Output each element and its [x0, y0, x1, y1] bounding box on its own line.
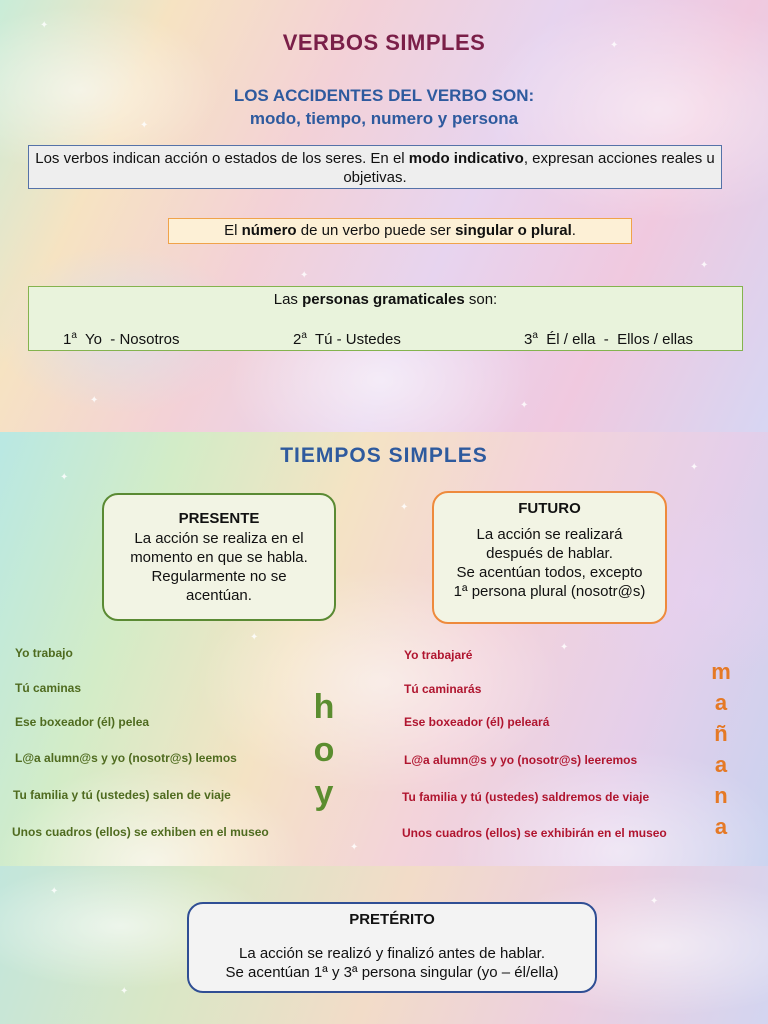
persona-2-num: 2 — [293, 331, 302, 348]
futuro-example: L@a alumn@s y yo (nosotr@s) leeremos — [404, 753, 638, 767]
presente-example: Unos cuadros (ellos) se exhiben en el museo — [12, 825, 269, 839]
presente-line: acentúan. — [186, 587, 252, 604]
sparkle-icon: ✦ — [300, 270, 309, 281]
personas-text-2: son: — [464, 291, 498, 308]
futuro-line: después de hablar. — [486, 545, 613, 562]
presente-line: momento en que se habla. — [130, 549, 308, 566]
presente-example: Yo trabajo — [15, 646, 73, 660]
modo-box — [28, 145, 722, 189]
tiempos-title: TIEMPOS SIMPLES — [280, 444, 488, 467]
persona-3 — [524, 330, 693, 348]
presente-title: PRESENTE — [178, 510, 260, 527]
numero-text-3: . — [571, 222, 576, 239]
personas-title — [29, 291, 742, 308]
manana-letter: a — [714, 690, 728, 715]
presente-example: Tú caminas — [15, 681, 82, 695]
sparkle-icon: ✦ — [520, 400, 529, 411]
sparkle-icon: ✦ — [50, 886, 59, 897]
presente-example: Tu familia y tú (ustedes) salen de viaje — [13, 788, 231, 802]
futuro-example: Unos cuadros (ellos) se exhibirán en el museo — [402, 826, 667, 840]
sparkle-icon: ✦ — [610, 40, 619, 51]
hoy-letter: y — [314, 774, 334, 812]
hoy-letter: h — [313, 688, 335, 726]
manana-vertical-word — [706, 656, 736, 842]
futuro-line: La acción se realizará — [476, 526, 623, 543]
futuro-example: Yo trabajaré — [404, 648, 473, 662]
futuro-example: Tú caminarás — [404, 682, 482, 696]
sparkle-icon: ✦ — [350, 842, 359, 853]
presente-example: Ese boxeador (él) pelea — [15, 715, 150, 729]
persona-3-sup: a — [532, 330, 538, 341]
futuro-line: Se acentúan todos, excepto — [456, 564, 643, 581]
futuro-line: 1ª persona plural (nosotr@s) — [453, 583, 646, 600]
preterito-line: Se acentúan 1ª y 3ª persona singular (yo – él/ella) — [225, 964, 559, 981]
manana-letter: n — [714, 783, 728, 808]
slide-accidentes — [0, 0, 768, 432]
manana-letter: a — [714, 814, 728, 839]
sparkle-icon: ✦ — [700, 260, 709, 271]
sparkle-icon: ✦ — [250, 632, 259, 643]
sparkle-icon: ✦ — [140, 120, 149, 131]
futuro-example: Ese boxeador (él) peleará — [404, 715, 550, 729]
sparkle-icon: ✦ — [560, 642, 569, 653]
sparkle-icon: ✦ — [690, 462, 699, 473]
preterito-line: La acción se realizó y finalizó antes de hablar. — [238, 945, 546, 962]
futuro-example: Tu familia y tú (ustedes) saldremos de viaje — [402, 790, 650, 804]
modo-text-2: , expresan acciones reales u objetivas. — [343, 150, 715, 186]
hoy-vertical-word — [306, 686, 342, 815]
persona-1 — [63, 330, 179, 348]
personas-text-1: Las — [273, 291, 303, 308]
persona-1-text: Yo - Nosotros — [76, 331, 180, 348]
persona-1-num: 1 — [63, 331, 72, 348]
persona-2-text: Tú - Ustedes — [306, 331, 401, 348]
hoy-letter: o — [313, 731, 335, 769]
numero-text-2: de un verbo puede ser — [296, 222, 456, 239]
presente-line: La acción se realiza en el — [134, 530, 304, 547]
manana-letter: m — [711, 659, 731, 684]
persona-3-num: 3 — [524, 331, 533, 348]
manana-letter: a — [714, 752, 728, 777]
preterito-box — [187, 902, 597, 993]
manana-letter: ñ — [714, 721, 728, 746]
sparkle-icon: ✦ — [120, 986, 129, 997]
slide-tiempos — [0, 432, 768, 866]
modo-text-1: Los verbos indican acción o estados de los seres. En el — [35, 150, 409, 167]
futuro-box — [432, 491, 667, 624]
slide-preterito — [0, 866, 768, 1024]
numero-text-1: El — [224, 222, 242, 239]
personas-bold: personas gramaticales — [302, 291, 465, 308]
sparkle-icon: ✦ — [40, 20, 49, 31]
subtitle-line-1: LOS ACCIDENTES DEL VERBO SON: — [233, 86, 535, 105]
persona-2-sup: a — [301, 330, 307, 341]
futuro-title: FUTURO — [518, 500, 581, 517]
sparkle-icon: ✦ — [400, 502, 409, 513]
sparkle-icon: ✦ — [60, 472, 69, 483]
modo-bold: modo indicativo — [408, 150, 524, 167]
persona-1-sup: a — [71, 330, 77, 341]
sparkle-icon: ✦ — [650, 896, 659, 907]
subtitle — [0, 84, 768, 130]
persona-2 — [293, 330, 401, 348]
sparkle-icon: ✦ — [90, 395, 99, 406]
numero-bold-2: singular o plural — [455, 222, 572, 239]
personas-box — [28, 286, 743, 351]
subtitle-line-2: modo, tiempo, numero y persona — [249, 109, 519, 128]
preterito-title: PRETÉRITO — [349, 911, 435, 928]
presente-line: Regularmente no se — [151, 568, 287, 585]
presente-box — [102, 493, 336, 621]
numero-box — [168, 218, 632, 244]
presente-example: L@a alumn@s y yo (nosotr@s) leemos — [15, 751, 237, 765]
page-title: VERBOS SIMPLES — [282, 30, 486, 55]
numero-bold-1: número — [241, 222, 297, 239]
persona-3-text: Él / ella - Ellos / ellas — [537, 331, 693, 348]
